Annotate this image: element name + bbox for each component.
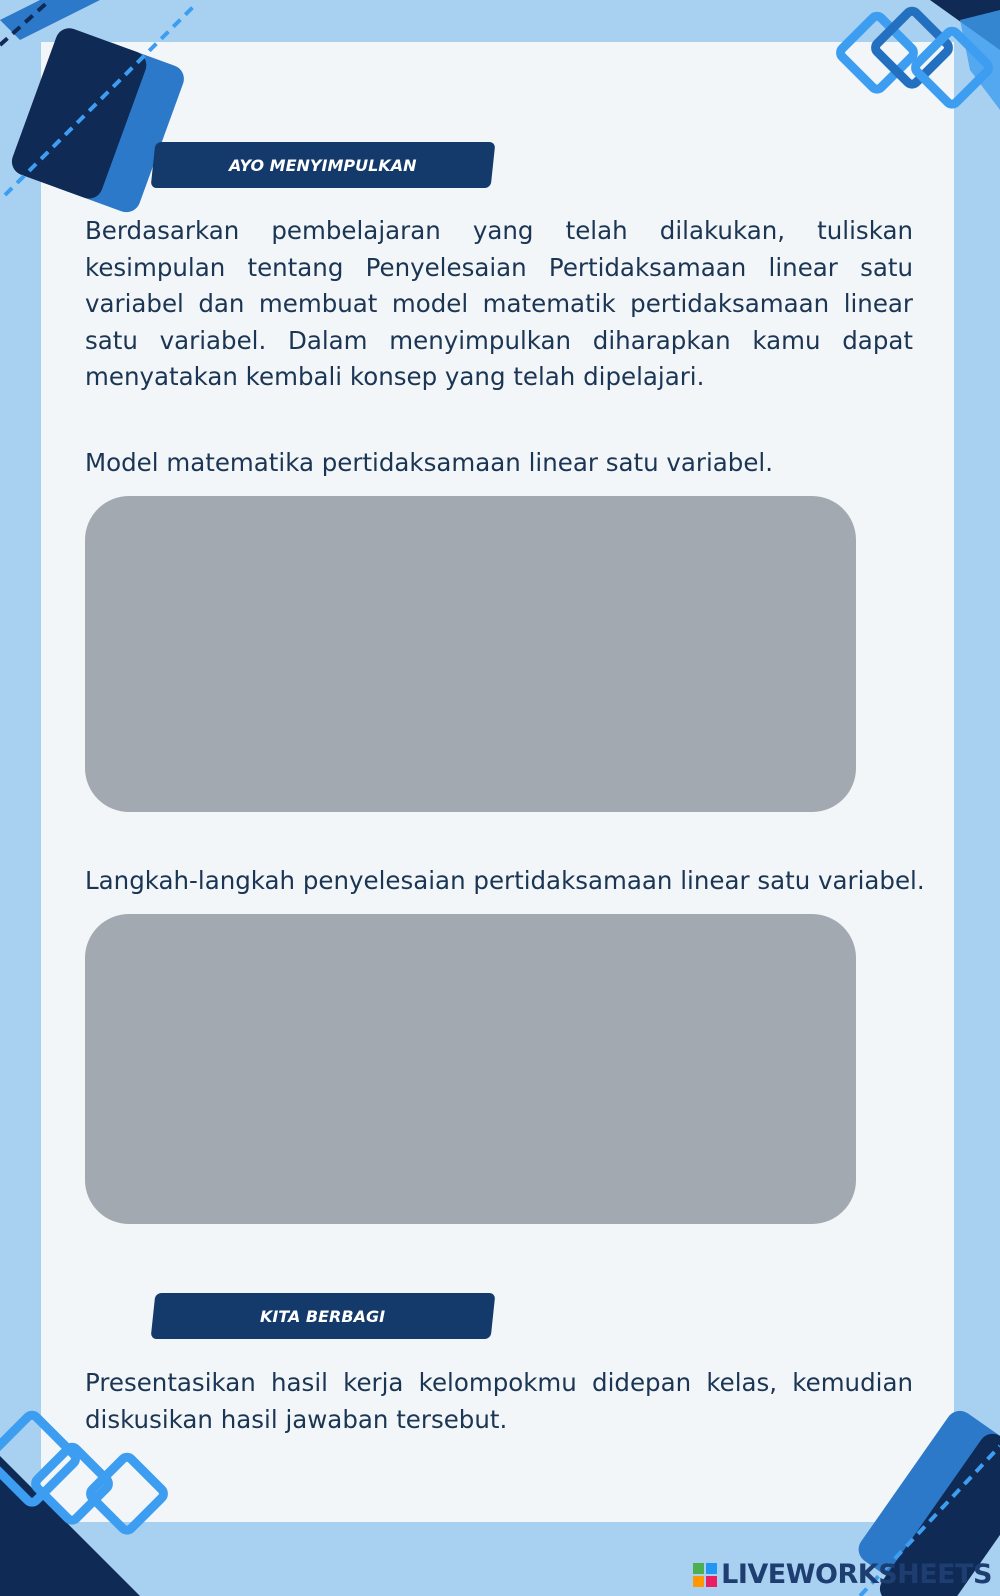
section-banner-conclude xyxy=(151,142,496,188)
question-label-steps: Langkah-langkah penyelesaian pertidaksamaan linear satu variabel. xyxy=(85,866,925,895)
instruction-paragraph: Berdasarkan pembelajaran yang telah dilakukan, tuliskan kesimpulan tentang Penyelesaian Pertidaksamaan linear satu variabel dan membuat model matematik pertidaksamaan linear satu variabel. Dalam menyimpulkan diharapkan kamu dapat menyatakan kembali konsep yang telah dipelajari. xyxy=(85,216,913,391)
section-title: AYO MENYIMPULKAN xyxy=(229,155,417,175)
question-label-model: Model matematika pertidaksamaan linear satu variabel. xyxy=(85,448,774,477)
liveworksheets-logo-icon xyxy=(693,1563,717,1587)
answer-box-model[interactable] xyxy=(85,496,856,812)
section-title: KITA BERBAGI xyxy=(260,1306,386,1326)
share-paragraph: Presentasikan hasil kerja kelompokmu didepan kelas, kemudian diskusikan hasil jawaban tersebut. xyxy=(85,1368,913,1434)
liveworksheets-watermark xyxy=(693,1559,992,1590)
watermark-text: LIVEWORKSHEETS xyxy=(721,1559,992,1590)
top-left-decoration xyxy=(0,0,210,230)
answer-box-steps[interactable] xyxy=(85,914,856,1224)
top-right-decoration xyxy=(830,0,1000,145)
section-banner-share xyxy=(151,1293,496,1339)
